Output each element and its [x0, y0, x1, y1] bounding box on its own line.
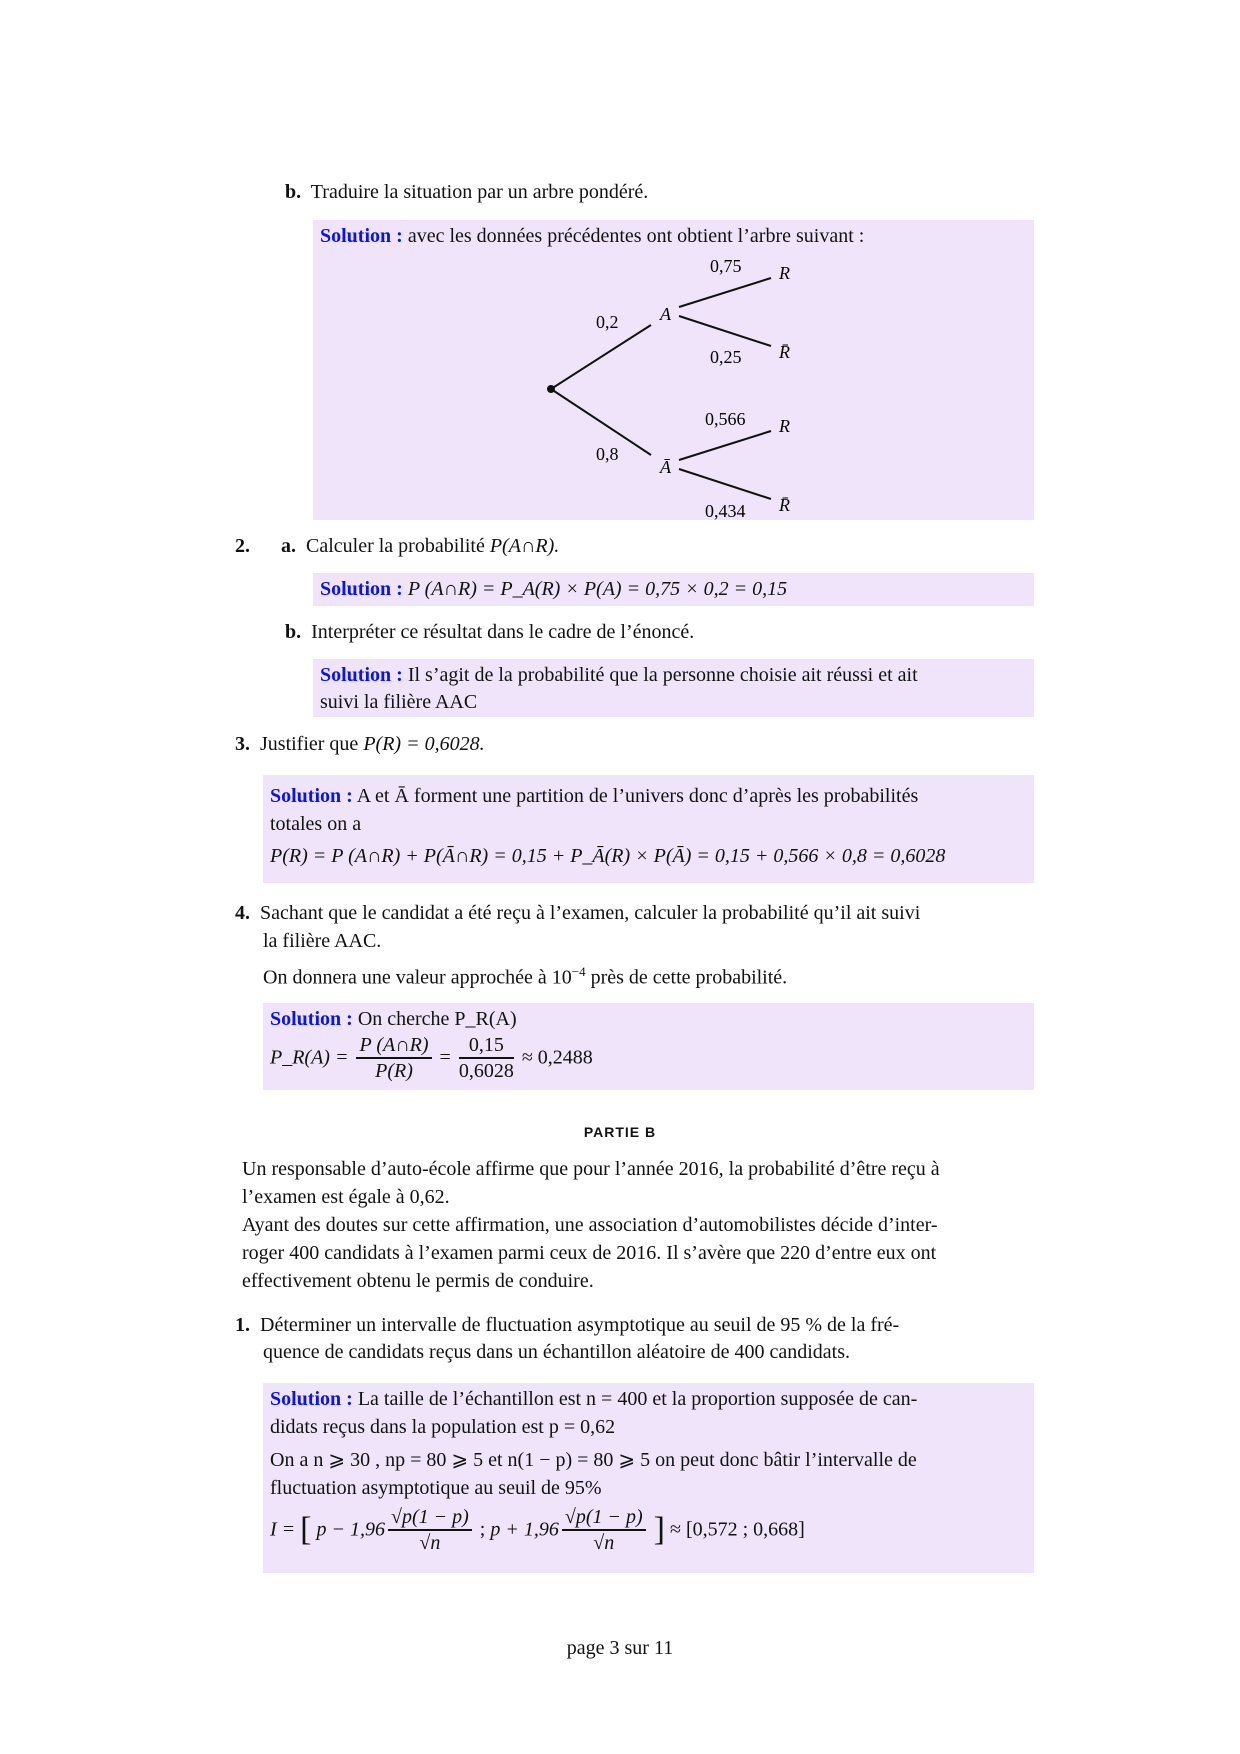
question-4-line3 [263, 958, 787, 992]
right-bracket: ] [653, 1511, 665, 1548]
solution-label: Solution : [270, 1008, 353, 1030]
solution-3-formula: P(R) = P (A∩R) + P(Ā∩R) = 0,15 + P_Ā(R) × P(Ā) = 0,15 + 0,566 × 0,8 = 0,6028 [270, 845, 946, 867]
question-text: Sachant que le candidat a été reçu à l’examen, calculer la probabilité qu’il ait suivi [260, 902, 921, 924]
paragraph-line: effectivement obtenu le permis de conduire. [242, 1270, 594, 1292]
item-number: 4. [235, 902, 250, 924]
branch-Abar-Rbar [679, 469, 771, 499]
node-Abar: Ā [660, 457, 671, 477]
solution-label: Solution : [320, 225, 403, 247]
solution-math: P (A∩R) = P_A(R) × P(A) = 0,75 × 0,2 = 0,15 [407, 578, 788, 600]
solution-label: Solution : [320, 664, 403, 686]
fraction-denominator: 0,6028 [458, 1060, 514, 1082]
solution-label: Solution : [270, 785, 353, 807]
question-3 [235, 730, 485, 758]
lhs: P_R(A) = [270, 1046, 349, 1069]
question-text: Traduire la situation par un arbre pondéré. [310, 181, 649, 203]
item-number: b. [285, 181, 302, 203]
node-A: A [660, 304, 671, 324]
solution-text: La taille de l’échantillon est n = 400 et la proportion supposée de can- [357, 1388, 918, 1410]
interval-formula [270, 1505, 805, 1555]
math: P(R) = 0,6028. [363, 733, 485, 755]
probability-tree [313, 220, 1034, 520]
branch-A-Rbar [679, 316, 771, 346]
paragraph-line: Un responsable d’auto-école affirme que pour l’année 2016, la probabilité d’être reçu à [242, 1158, 940, 1180]
solution-line: fluctuation asymptotique au seuil de 95% [270, 1477, 602, 1499]
prob-A-Rbar: 0,25 [710, 347, 742, 367]
paragraph-line: l’examen est égale à 0,62. [242, 1186, 450, 1208]
section-title: PARTIE B [583, 1124, 657, 1140]
question-text: Interpréter ce résultat dans le cadre de l’énoncé. [311, 621, 695, 643]
node-R: R [779, 263, 790, 283]
solution-text: A et Ā forment une partition de l’univers donc d’après les probabilités [356, 785, 919, 807]
lhs: I = [270, 1518, 296, 1541]
branch-A-R [679, 278, 771, 307]
node-Rbar: R̄ [779, 495, 790, 515]
solution-line: didats reçus dans la population est p = 0,62 [270, 1416, 616, 1438]
upper-bound: p + 1,96 [490, 1518, 559, 1541]
solution-label: Solution : [320, 578, 403, 600]
question-text: près de cette probabilité. [590, 966, 788, 989]
fraction-denominator: P(R) [375, 1060, 413, 1082]
node-Rbar: R̄ [779, 342, 790, 362]
prob-Abar-Rbar: 0,434 [705, 501, 746, 520]
solution-2a [320, 575, 787, 603]
result: ≈ 0,2488 [521, 1046, 593, 1069]
solution-text: Il s’agit de la probabilité que la personne choisie ait réussi et ait [407, 664, 918, 686]
question-1b [285, 178, 648, 206]
solution-text: avec les données précédentes ont obtient l’arbre suivant : [407, 225, 865, 247]
equals: = [439, 1046, 451, 1069]
fraction-denominator: √n [419, 1532, 441, 1554]
solution-label: Solution : [270, 1388, 353, 1410]
item-number: 1. [235, 1314, 250, 1336]
page-footer: page 3 sur 11 [566, 1637, 674, 1659]
fraction-numerator: √p(1 − p) [388, 1505, 472, 1531]
question-text: Déterminer un intervalle de fluctuation asymptotique au seuil de 95 % de la fré- [260, 1314, 900, 1336]
prob-Abar-R: 0,566 [705, 409, 746, 429]
item-letter: a. [281, 535, 296, 557]
paragraph-line: roger 400 candidats à l’examen parmi ceux de 2016. Il s’avère que 220 d’entre eux ont [242, 1242, 937, 1264]
prob-A: 0,2 [596, 312, 619, 332]
prob-A-R: 0,75 [710, 256, 742, 276]
paragraph-line: Ayant des doutes sur cette affirmation, une association d’automobilistes décide d’inter- [242, 1214, 938, 1236]
math: P(A∩R). [489, 535, 560, 557]
fraction-denominator: √n [593, 1532, 615, 1554]
result: ≈ [0,572 ; 0,668] [669, 1518, 805, 1541]
solution-B1 [270, 1385, 917, 1413]
solution-3-line2: totales on a [270, 813, 362, 835]
fraction-numerator: P (A∩R) [356, 1033, 431, 1059]
question-4-line2: la filière AAC. [263, 930, 382, 952]
question-4 [235, 899, 920, 927]
root-node [547, 385, 555, 393]
solution-text: On cherche P_R(A) [357, 1008, 517, 1030]
branch-root-A [551, 325, 651, 389]
question-2b [285, 618, 694, 646]
fraction-numerator: 0,15 [459, 1033, 514, 1059]
solution-2b-line2: suivi la filière AAC [320, 691, 478, 713]
separator: ; [479, 1518, 486, 1541]
prob-Abar: 0,8 [596, 444, 619, 464]
question-text: Justifier que [260, 733, 359, 755]
exponent: −4 [571, 964, 586, 979]
question-text: Calculer la probabilité [306, 535, 485, 557]
item-number: 2. [235, 535, 250, 557]
solution-line: On a n ⩾ 30 , np = 80 ⩾ 5 et n(1 − p) = 80 ⩾ 5 on peut donc bâtir l’intervalle de [270, 1449, 917, 1471]
fraction-numerator: √p(1 − p) [562, 1505, 646, 1531]
item-number: 3. [235, 733, 250, 755]
solution-3 [270, 782, 918, 810]
question-text: On donnera une valeur approchée à 10 [263, 966, 572, 989]
solution-4-formula [270, 1033, 593, 1083]
left-bracket: [ [300, 1511, 312, 1548]
solution-4 [270, 1005, 517, 1033]
question-B1 [235, 1311, 899, 1339]
solution-2b [320, 661, 918, 689]
node-R: R [779, 416, 790, 436]
item-letter: b. [285, 621, 302, 643]
branch-Abar-R [679, 431, 771, 460]
question-B1-line2: quence de candidats reçus dans un échantillon aléatoire de 400 candidats. [263, 1341, 850, 1363]
question-2a [235, 532, 559, 560]
lower-bound: p − 1,96 [316, 1518, 385, 1541]
